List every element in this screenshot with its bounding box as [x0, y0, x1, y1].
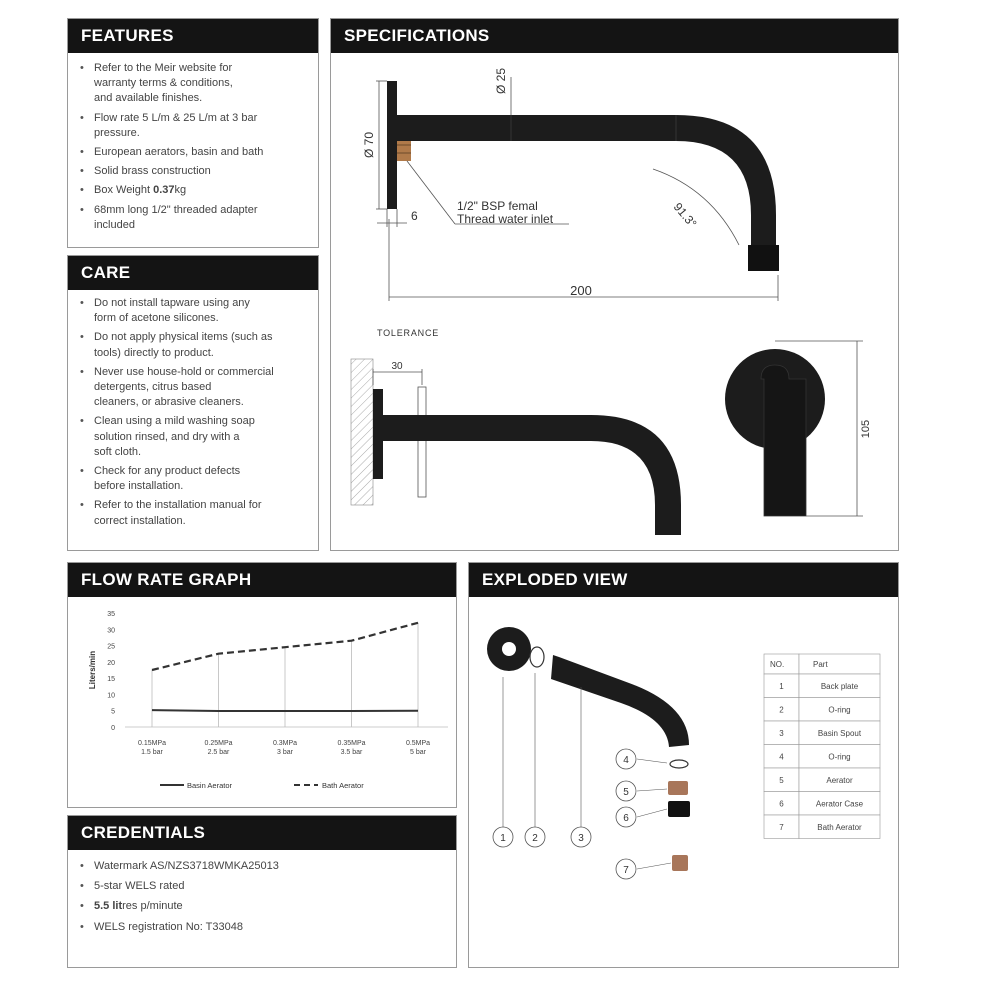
part-o-ring-small [670, 760, 688, 768]
table-cell-text: O-ring [828, 705, 851, 715]
list-item-line: Refer to the installation manual for [94, 499, 262, 512]
callout-7 [616, 859, 636, 879]
part-aerator [668, 781, 688, 795]
list-item-line: European aerators, basin and bath [94, 146, 264, 159]
callout-1 [493, 827, 513, 847]
exploded-view-panel [468, 562, 899, 968]
tolerance-spout [383, 415, 681, 535]
list-item-line: soft cloth. [94, 445, 142, 458]
x-tick-label: 0.3MPa [272, 740, 298, 747]
y-tick-label: 5 [111, 708, 115, 716]
list-item [78, 296, 310, 326]
table-cell-text: Basin Spout [817, 728, 862, 738]
y-tick-label: 15 [107, 676, 115, 684]
list-item [78, 183, 310, 198]
tolerance-label: TOLERANCE [377, 328, 440, 338]
list-item-line: included [94, 218, 135, 231]
list-item-line: solution rinsed, and dry with a [94, 430, 240, 443]
list-item-line: warranty terms & conditions, [94, 77, 233, 90]
svg-text:5: 5 [623, 787, 629, 798]
part-aerator-case [668, 801, 690, 817]
table-cell-text: 7 [779, 822, 784, 832]
features-title: FEATURES [68, 19, 318, 53]
list-item-line: Check for any product defects [94, 465, 241, 478]
list-item-line: Solid brass construction [94, 165, 211, 178]
exploded-view-title: EXPLODED VIEW [469, 563, 898, 597]
spec-spout [397, 115, 776, 271]
exploded-drawing [469, 597, 898, 967]
list-item [78, 111, 310, 141]
flow-rate-chart [68, 597, 456, 807]
list-item-line: cleaners, or abrasive cleaners. [94, 396, 244, 409]
part-o-ring [530, 647, 544, 667]
y-axis-label: Liters/min [88, 650, 97, 690]
part-basin-spout [551, 655, 689, 747]
dim-70-label: Ø 70 [362, 131, 376, 159]
table-cell [799, 654, 880, 674]
dim-105-label: 105 [860, 419, 872, 439]
svg-text:2: 2 [532, 833, 538, 844]
svg-text:4: 4 [623, 755, 629, 766]
list-item [78, 365, 310, 411]
table-cell-text: 1 [779, 681, 784, 691]
table-cell-text: 2 [779, 705, 784, 715]
specification-drawing [331, 19, 900, 552]
svg-text:6: 6 [623, 813, 629, 824]
inlet-label-2: Thread water inlet [457, 212, 554, 226]
list-item [78, 414, 310, 460]
box-weight-value: 0.37 [153, 184, 175, 197]
x-tick-label: 0.35MPa [337, 740, 366, 747]
x-tick-label: 5 bar [410, 749, 426, 756]
legend-bath-label: Bath Aerator [322, 781, 364, 790]
front-view-spout [761, 365, 806, 516]
table-cell-text: Aerator [826, 775, 853, 785]
x-tick-label: 1.5 bar [141, 749, 163, 756]
x-tick-label: 3.5 bar [340, 749, 363, 756]
dim-30-label: 30 [391, 361, 403, 372]
part-bath-aerator [672, 855, 688, 871]
callout-5 [616, 781, 636, 801]
dim-25-label: Ø 25 [494, 67, 508, 95]
table-cell-text: Bath Aerator [817, 822, 862, 832]
list-item [78, 145, 310, 160]
litres-bold: lit [112, 900, 123, 913]
list-item-line: Refer to the Meir website for [94, 62, 233, 74]
credentials-list [68, 850, 456, 935]
y-tick-label: 35 [107, 611, 115, 618]
list-item-line: Do not apply physical items (such as [94, 331, 273, 344]
x-tick-label: 0.15MPa [137, 740, 167, 747]
credential-wels-registration: • WELS registration No: T33048 [78, 920, 448, 935]
specifications-panel [330, 18, 899, 551]
list-item-line: Flow rate 5 L/m & 25 L/m at 3 bar [94, 111, 258, 124]
table-cell-text: 3 [779, 728, 784, 738]
credential-watermark: • Watermark AS/NZS3718WMKA25013 [78, 859, 448, 874]
list-item [78, 464, 310, 494]
dim-200-label: 200 [570, 283, 592, 298]
table-cell-text: Back plate [820, 681, 859, 691]
list-item-line: Do not install tapware using any [94, 297, 250, 309]
wall-section [351, 359, 373, 505]
callout-2 [525, 827, 545, 847]
credentials-panel [67, 815, 457, 968]
care-list [68, 290, 318, 529]
features-panel [67, 18, 319, 248]
table-header: NO. [770, 660, 785, 669]
litres-value: 5.5 [94, 900, 110, 913]
list-item [78, 61, 310, 107]
list-item-line: correct installation. [94, 514, 186, 527]
y-tick-label: 25 [107, 643, 115, 651]
care-title: CARE [68, 256, 318, 290]
svg-text:3: 3 [578, 833, 584, 844]
features-list [68, 53, 318, 233]
tolerance-backplate [373, 389, 383, 479]
table-cell-text: O-ring [828, 752, 851, 762]
y-tick-label: 10 [107, 692, 115, 700]
dim-6-label: 6 [411, 209, 418, 223]
box-weight-unit: kg [174, 184, 187, 197]
x-tick-label: 0.5MPa [405, 740, 431, 747]
x-tick-label: 3 bar [277, 749, 293, 756]
y-tick-label: 30 [107, 627, 115, 635]
list-item-line: Never use house-hold or commercial [94, 365, 274, 378]
table-cell-text: 6 [779, 799, 784, 809]
list-item [78, 498, 310, 528]
list-item-line: Box Weight [94, 184, 154, 197]
svg-text:1: 1 [500, 833, 506, 844]
parts-table [764, 654, 880, 839]
callout-3 [571, 827, 591, 847]
spec-wall-plate [387, 81, 397, 209]
list-item-line: and available finishes. [94, 92, 203, 105]
list-item-line: 68mm long 1/2" threaded adapter [94, 203, 258, 216]
list-item [78, 203, 310, 233]
y-tick-label: 20 [107, 659, 115, 667]
credential-wels-rating: • 5-star WELS rated [78, 879, 448, 894]
callout-4 [616, 749, 636, 769]
list-item-line: form of acetone silicones. [94, 312, 219, 325]
callout-6 [616, 807, 636, 827]
table-cell-text: 4 [779, 752, 784, 762]
credentials-title: CREDENTIALS [68, 816, 456, 850]
table-header: Part [813, 660, 828, 669]
svg-text:7: 7 [623, 865, 629, 876]
flow-rate-title: FLOW RATE GRAPH [68, 563, 456, 597]
list-item-line: pressure. [94, 126, 140, 139]
inlet-label-1: 1/2" BSP femal [457, 199, 538, 213]
care-panel [67, 255, 319, 551]
legend-basin-label: Basin Aerator [187, 781, 233, 790]
litres-rest: res p/minute [122, 900, 183, 913]
x-tick-label: 0.25MPa [204, 740, 233, 747]
credential-flow [78, 899, 448, 914]
x-tick-label: 2.5 bar [207, 749, 230, 756]
list-item-line: tools) directly to product. [94, 346, 214, 359]
list-item-line: detergents, citrus based [94, 381, 212, 394]
list-item-line: Clean using a mild washing soap [94, 415, 255, 428]
series-line-basin-aerator [152, 710, 418, 711]
list-item [78, 164, 310, 179]
y-tick-label: 0 [111, 725, 115, 732]
specifications-title: SPECIFICATIONS [331, 19, 898, 53]
flow-rate-panel [67, 562, 457, 808]
list-item-line: before installation. [94, 480, 184, 493]
angle-label: 91.3° [670, 199, 700, 231]
list-item [78, 330, 310, 360]
table-cell-text: 5 [779, 775, 784, 785]
table-cell-text: Aerator Case [815, 799, 864, 809]
